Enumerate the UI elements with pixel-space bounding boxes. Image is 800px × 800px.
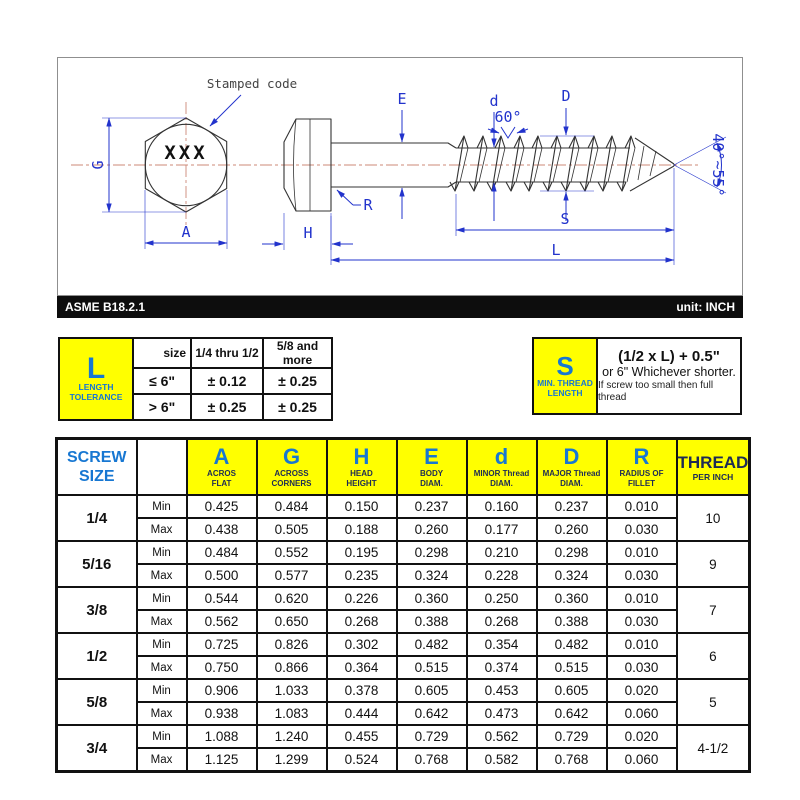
size-cell: ≤ 6" — [133, 368, 191, 394]
spec-value-cell: 0.364 — [327, 656, 397, 679]
spec-value-cell: 0.425 — [187, 495, 257, 518]
spec-value-cell: 0.260 — [397, 518, 467, 541]
table-row — [57, 610, 750, 633]
spec-value-cell: 1.033 — [257, 679, 327, 702]
spec-value-cell: 1.083 — [257, 702, 327, 725]
dim-label-g: G — [89, 160, 107, 170]
spec-value-cell: 0.482 — [537, 633, 607, 656]
min-label: Min — [137, 587, 187, 610]
spec-value-cell: 0.324 — [397, 564, 467, 587]
tpi-cell: 9 — [677, 541, 750, 587]
spec-value-cell: 0.360 — [537, 587, 607, 610]
center-lines — [71, 102, 698, 228]
min-label: Min — [137, 633, 187, 656]
spec-value-cell: 0.482 — [397, 633, 467, 656]
spec-value-cell: 0.515 — [537, 656, 607, 679]
spec-value-cell: 0.552 — [257, 541, 327, 564]
spec-value-cell: 0.938 — [187, 702, 257, 725]
spec-value-cell: 1.240 — [257, 725, 327, 748]
spec-value-cell: 0.473 — [467, 702, 537, 725]
min-label: Min — [137, 541, 187, 564]
spec-value-cell: 0.453 — [467, 679, 537, 702]
min-label: Min — [137, 495, 187, 518]
screw-size-header: SCREW SIZE — [57, 439, 137, 496]
spec-value-cell: 0.582 — [467, 748, 537, 772]
spec-value-cell: 0.768 — [397, 748, 467, 772]
spec-value-cell: 0.620 — [257, 587, 327, 610]
header-row — [57, 439, 750, 496]
spec-value-cell: 0.768 — [537, 748, 607, 772]
spec-value-cell: 0.455 — [327, 725, 397, 748]
min-label: Min — [137, 725, 187, 748]
screw-spec-table — [55, 437, 751, 773]
lag-screw-technical-drawing — [58, 58, 742, 295]
spec-value-cell: 0.235 — [327, 564, 397, 587]
spec-value-cell: 0.030 — [607, 564, 677, 587]
table-row — [57, 702, 750, 725]
spec-value-cell: 0.030 — [607, 610, 677, 633]
spec-value-cell: 0.544 — [187, 587, 257, 610]
tolerance-cell: ± 0.25 — [191, 394, 263, 420]
spec-value-cell: 0.515 — [397, 656, 467, 679]
range-header-large: 5/8 and more — [263, 338, 332, 368]
spec-value-cell: 0.030 — [607, 518, 677, 541]
min-thread-length-box — [532, 337, 742, 415]
table-row — [57, 541, 750, 564]
spec-value-cell: 0.210 — [467, 541, 537, 564]
spec-value-cell: 0.388 — [537, 610, 607, 633]
spec-value-cell: 0.650 — [257, 610, 327, 633]
spec-value-cell: 0.484 — [187, 541, 257, 564]
spec-value-cell: 0.060 — [607, 748, 677, 772]
unit-label: unit: INCH — [676, 300, 735, 314]
spec-value-cell: 0.060 — [607, 702, 677, 725]
spec-value-cell: 0.524 — [327, 748, 397, 772]
max-label: Max — [137, 656, 187, 679]
standard-bar — [57, 296, 743, 318]
length-tolerance-label-cell: L LENGTH TOLERANCE — [59, 338, 133, 420]
thread-angle-label: 60° — [494, 108, 522, 126]
spec-value-cell: 0.505 — [257, 518, 327, 541]
table-row — [57, 564, 750, 587]
spec-value-cell: 0.388 — [397, 610, 467, 633]
technical-drawing-panel — [57, 57, 743, 296]
column-header-A: A ACROS FLAT — [187, 439, 257, 496]
screw-size-cell: 5/16 — [57, 541, 137, 587]
spec-value-cell: 0.360 — [397, 587, 467, 610]
size-header: size — [133, 338, 191, 368]
screw-size-cell: 1/2 — [57, 633, 137, 679]
spec-value-cell: 0.010 — [607, 587, 677, 610]
dim-label-a: A — [181, 223, 191, 241]
s-letter: S — [556, 351, 574, 381]
l-letter: L — [86, 352, 106, 385]
spec-value-cell: 0.260 — [537, 518, 607, 541]
table-row — [57, 518, 750, 541]
spec-value-cell: 0.750 — [187, 656, 257, 679]
table-row — [57, 656, 750, 679]
table-row — [57, 633, 750, 656]
spec-value-cell: 0.826 — [257, 633, 327, 656]
length-tolerance-table — [58, 337, 333, 421]
spec-value-cell: 0.228 — [467, 564, 537, 587]
spec-value-cell: 0.150 — [327, 495, 397, 518]
spec-value-cell: 0.378 — [327, 679, 397, 702]
spec-value-cell: 0.562 — [467, 725, 537, 748]
tpi-cell: 10 — [677, 495, 750, 541]
spec-value-cell: 0.577 — [257, 564, 327, 587]
tolerance-cell: ± 0.25 — [263, 368, 332, 394]
spec-value-cell: 0.605 — [397, 679, 467, 702]
tolerance-cell: ± 0.12 — [191, 368, 263, 394]
screw-size-cell: 1/4 — [57, 495, 137, 541]
spec-value-cell: 0.020 — [607, 725, 677, 748]
dim-label-l: L — [551, 241, 561, 259]
dim-label-s: S — [560, 210, 570, 228]
thread-per-inch-header: THREAD PER INCH — [677, 439, 750, 496]
stamp-text: XXX — [164, 142, 208, 164]
min-thread-length-label-cell: S MIN. THREAD LENGTH — [534, 339, 596, 413]
spec-value-cell: 0.020 — [607, 679, 677, 702]
dim-label-d-major: D — [561, 87, 571, 105]
spec-value-cell: 0.268 — [467, 610, 537, 633]
spec-value-cell: 0.906 — [187, 679, 257, 702]
spec-value-cell: 0.250 — [467, 587, 537, 610]
stamped-code-label: Stamped code — [206, 76, 298, 91]
max-label: Max — [137, 702, 187, 725]
spec-value-cell: 0.010 — [607, 541, 677, 564]
spec-table-body — [57, 495, 750, 772]
range-header-small: 1/4 thru 1/2 — [191, 338, 263, 368]
spec-value-cell: 0.642 — [397, 702, 467, 725]
spec-value-cell: 0.010 — [607, 633, 677, 656]
spec-value-cell: 0.729 — [397, 725, 467, 748]
spec-value-cell: 1.299 — [257, 748, 327, 772]
spec-value-cell: 0.298 — [537, 541, 607, 564]
spec-value-cell: 0.237 — [397, 495, 467, 518]
table-row — [57, 495, 750, 518]
spec-value-cell: 0.866 — [257, 656, 327, 679]
tolerance-cell: ± 0.25 — [263, 394, 332, 420]
table-row — [57, 679, 750, 702]
dim-label-h: H — [303, 224, 313, 242]
table-row — [59, 338, 332, 368]
spec-value-cell: 0.268 — [327, 610, 397, 633]
spec-value-cell: 0.010 — [607, 495, 677, 518]
table-row — [57, 725, 750, 748]
spec-value-cell: 0.195 — [327, 541, 397, 564]
column-header-R: R RADIUS OF FILLET — [607, 439, 677, 496]
spec-value-cell: 0.444 — [327, 702, 397, 725]
screw-size-cell: 5/8 — [57, 679, 137, 725]
spec-value-cell: 1.125 — [187, 748, 257, 772]
screw-size-cell: 3/4 — [57, 725, 137, 772]
min-thread-length-content: (1/2 x L) + 0.5" or 6" Whichever shorter. If screw too small then full thread — [596, 339, 740, 413]
dim-label-r: R — [363, 196, 373, 214]
size-cell: > 6" — [133, 394, 191, 420]
spec-value-cell: 0.324 — [537, 564, 607, 587]
tpi-cell: 7 — [677, 587, 750, 633]
point-angle-label: 40°~55° — [709, 133, 727, 197]
column-header-E: E BODY DIAM. — [397, 439, 467, 496]
spec-value-cell: 1.088 — [187, 725, 257, 748]
thread-length-formula: (1/2 x L) + 0.5" — [618, 348, 720, 365]
dim-label-d-minor: d — [489, 92, 499, 110]
spec-value-cell: 0.354 — [467, 633, 537, 656]
column-header-H: H HEAD HEIGHT — [327, 439, 397, 496]
minmax-header-empty — [137, 439, 187, 496]
column-header-G: G ACROSS CORNERS — [257, 439, 327, 496]
spec-value-cell: 0.160 — [467, 495, 537, 518]
spec-value-cell: 0.226 — [327, 587, 397, 610]
table-row — [57, 748, 750, 772]
standard-name: ASME B18.2.1 — [65, 300, 146, 314]
tpi-cell: 4-1/2 — [677, 725, 750, 772]
spec-value-cell: 0.500 — [187, 564, 257, 587]
spec-value-cell: 0.302 — [327, 633, 397, 656]
column-header-d: d MINOR Thread DIAM. — [467, 439, 537, 496]
spec-value-cell: 0.298 — [397, 541, 467, 564]
spec-value-cell: 0.030 — [607, 656, 677, 679]
max-label: Max — [137, 518, 187, 541]
spec-value-cell: 0.237 — [537, 495, 607, 518]
spec-value-cell: 0.177 — [467, 518, 537, 541]
spec-value-cell: 0.188 — [327, 518, 397, 541]
spec-value-cell: 0.438 — [187, 518, 257, 541]
spec-value-cell: 0.605 — [537, 679, 607, 702]
spec-value-cell: 0.562 — [187, 610, 257, 633]
max-label: Max — [137, 610, 187, 633]
tpi-cell: 6 — [677, 633, 750, 679]
spec-value-cell: 0.642 — [537, 702, 607, 725]
tpi-cell: 5 — [677, 679, 750, 725]
table-row — [57, 587, 750, 610]
dimension-annotations — [89, 76, 727, 265]
spec-value-cell: 0.725 — [187, 633, 257, 656]
max-label: Max — [137, 748, 187, 772]
column-header-D: D MAJOR Thread DIAM. — [537, 439, 607, 496]
spec-value-cell: 0.729 — [537, 725, 607, 748]
spec-value-cell: 0.484 — [257, 495, 327, 518]
dim-label-e: E — [397, 90, 407, 108]
spec-value-cell: 0.374 — [467, 656, 537, 679]
min-label: Min — [137, 679, 187, 702]
max-label: Max — [137, 564, 187, 587]
screw-size-cell: 3/8 — [57, 587, 137, 633]
